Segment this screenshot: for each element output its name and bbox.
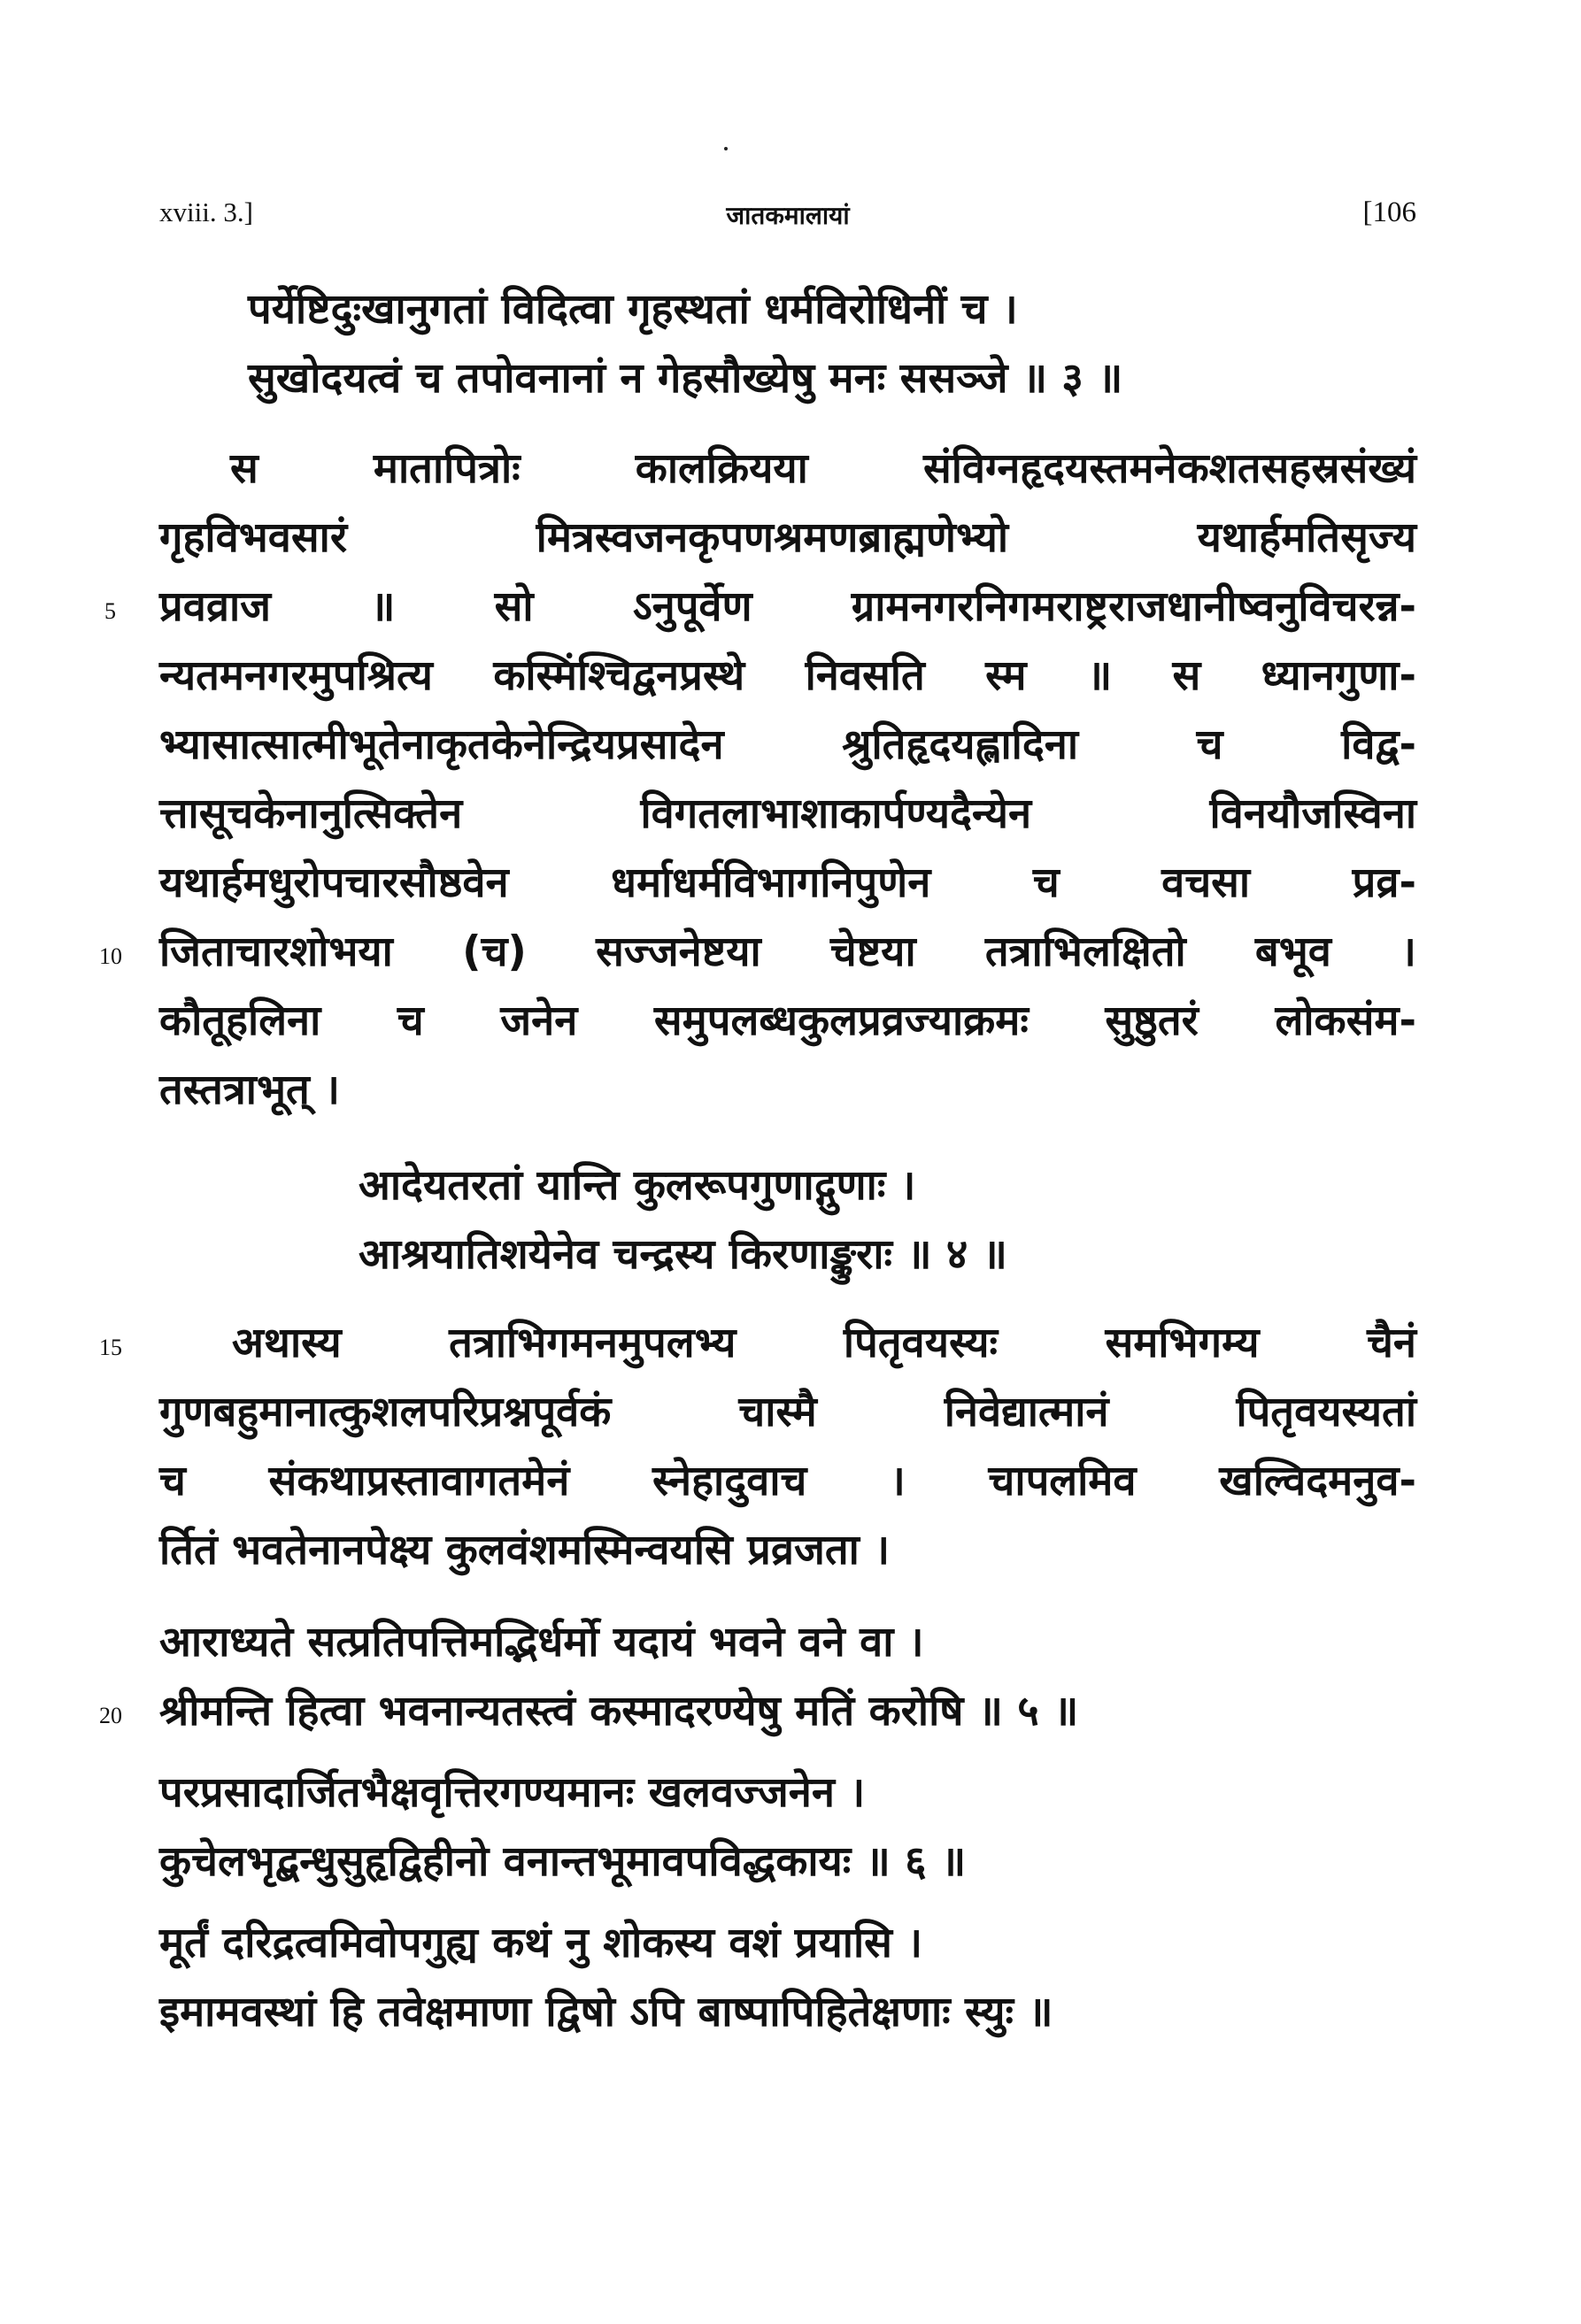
prose-line: र्तितं भवतेनानपेक्ष्य कुलवंशमस्मिन्वयसि प्रव्रजता । xyxy=(159,1526,891,1574)
line-number: 20 xyxy=(99,1703,122,1728)
running-title: जातकमालायां xyxy=(726,201,850,230)
line-number: 15 xyxy=(99,1335,122,1360)
verse-line: सुखोदयत्वं च तपोवनानां न गेहसौख्येषु मनः ससञ्जे ॥ ३ ॥ xyxy=(248,354,1123,403)
prose-line: गुणबहुमानात्कुशलपरिप्रश्नपूर्वकं चास्मै निवेद्यात्मानं पितृवयस्यतां xyxy=(159,1388,1416,1436)
prose-line: न्यतमनगरमुपश्रित्य कस्मिंश्चिद्वनप्रस्थे निवसति स्म ॥ स ध्यानगुणा- xyxy=(159,651,1416,700)
prose-line: गृहविभवसारं मित्रस्वजनकृपणश्रमणब्राह्मणेभ्यो यथार्हमतिसृज्य xyxy=(159,513,1416,562)
prose-line: त्तासूचकेनानुत्सिक्तेन विगतलाभाशाकार्पण्यदैन्येन विनयौजस्विना xyxy=(159,789,1416,838)
verse-line: कुचेलभृद्बन्धुसुहृद्विहीनो वनान्तभूमावपविद्धकायः ॥ ६ ॥ xyxy=(159,1837,967,1886)
verse-line: आश्रयातिशयेनेव चन्द्रस्य किरणाङ्कुराः ॥ ४ ॥ xyxy=(359,1230,1007,1279)
page-speck xyxy=(724,147,728,150)
prose-line: प्रवव्राज ॥ सो ऽनुपूर्वेण ग्रामनगरनिगमराष्ट्रराजधानीष्वनुविचरन्न- xyxy=(159,582,1416,631)
verse-line: आराध्यते सत्प्रतिपत्तिमद्भिर्धर्मो यदायं भवने वने वा । xyxy=(159,1618,924,1666)
prose-line: जिताचारशोभया (च) सज्जनेष्टया चेष्टया तत्राभिलक्षितो बभूव । xyxy=(159,927,1416,976)
running-header xyxy=(159,196,1416,241)
verse-line: आदेयतरतां यान्ति कुलरूपगुणाद्गुणाः । xyxy=(359,1161,916,1210)
prose-line: यथार्हमधुरोपचारसौष्ठवेन धर्माधर्मविभागनिपुणेन च वचसा प्रव्र- xyxy=(159,858,1416,907)
verse-line: इमामवस्थां हि तवेक्षमाणा द्विषो ऽपि बाष्पापिहितेक्षणाः स्युः ॥ xyxy=(159,1988,1053,2036)
prose-line: तस्तत्राभूत् । xyxy=(159,1066,340,1114)
page-number: [106 xyxy=(1362,196,1416,228)
section-reference: xviii. 3.] xyxy=(159,196,253,227)
verse-line: पर्येष्टिदुःखानुगतां विदित्वा गृहस्थतां धर्मविरोधिनीं च । xyxy=(248,285,1018,334)
line-number: 5 xyxy=(104,598,116,624)
prose-line: भ्यासात्सात्मीभूतेनाकृतकेनेन्द्रियप्रसादेन श्रुतिहृदयह्लादिना च विद्व- xyxy=(159,720,1416,769)
prose-line: च संकथाप्रस्तावागतमेनं स्नेहादुवाच । चापलमिव खल्विदमनुव- xyxy=(159,1457,1416,1505)
verse-line: मूर्तं दरिद्रत्वमिवोपगुह्य कथं नु शोकस्य वशं प्रयासि । xyxy=(159,1919,923,1967)
prose-line: स मातापित्रोः कालक्रियया संविग्नहृदयस्तमनेकशतसहस्रसंख्यं xyxy=(230,444,1416,493)
verse-line: श्रीमन्ति हित्वा भवनान्यतस्त्वं कस्मादरण्येषु मतिं करोषि ॥ ५ ॥ xyxy=(159,1687,1079,1735)
prose-line: कौतूहलिना च जनेन समुपलब्धकुलप्रव्रज्याक्रमः सुष्ठुतरं लोकसंम- xyxy=(159,997,1416,1045)
verse-line: परप्रसादार्जितभैक्षवृत्तिरगण्यमानः खलवज्जनेन । xyxy=(159,1768,866,1817)
line-number: 10 xyxy=(99,943,122,969)
prose-line: अथास्य तत्राभिगमनमुपलभ्य पितृवयस्यः समभिगम्य चैनं xyxy=(232,1319,1416,1367)
